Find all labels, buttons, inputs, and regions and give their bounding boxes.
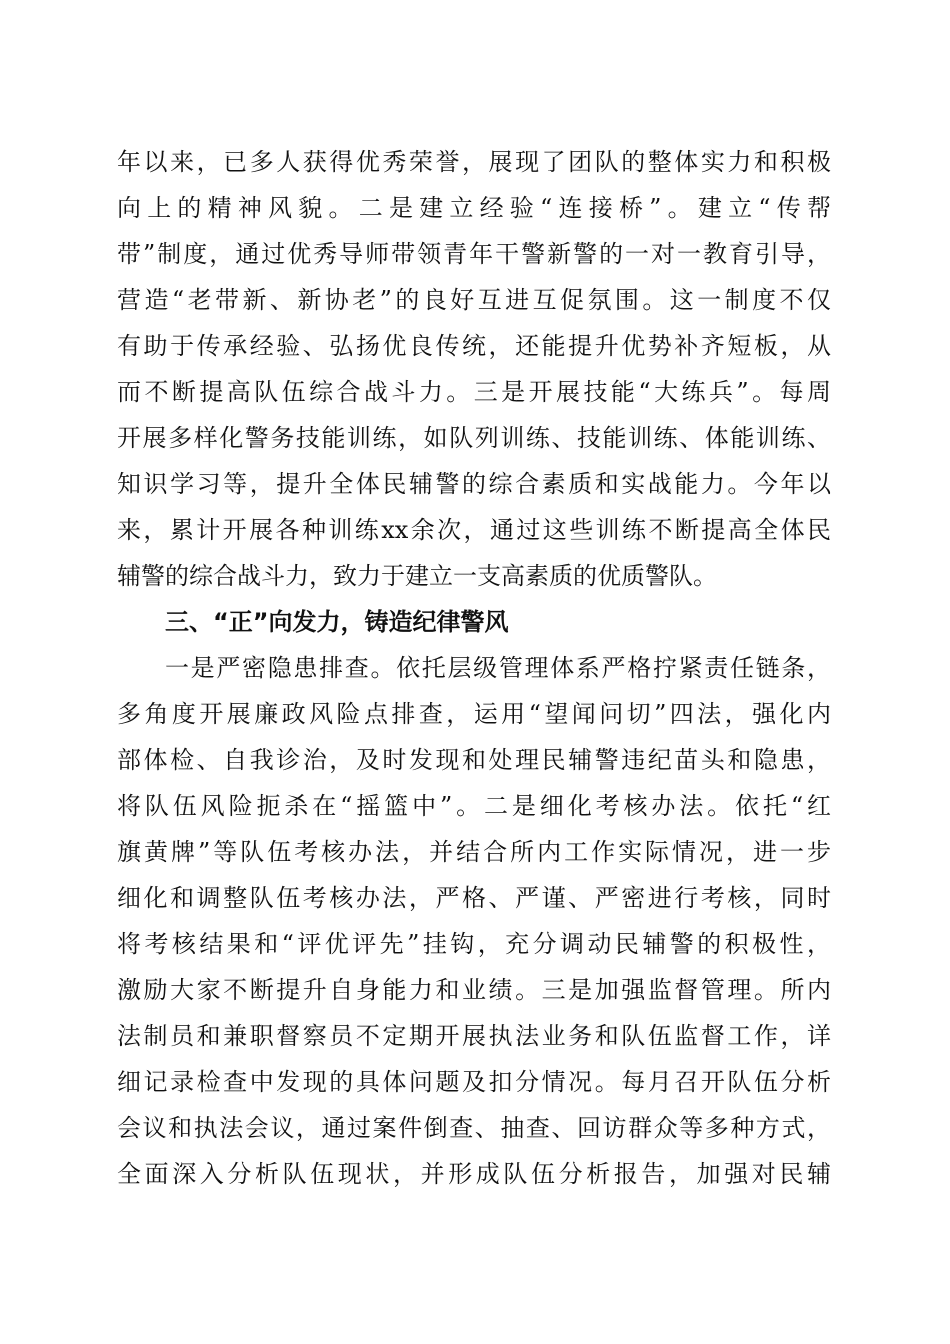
body-text-line: 有助于传承经验、弘扬优良传统，还能提升优势补齐短板，从 [117,332,831,360]
body-text-line: 法制员和兼职督察员不定期开展执法业务和队伍监督工作，详 [117,1022,831,1050]
body-text-line: 部体检、自我诊治，及时发现和处理民辅警违纪苗头和隐患， [117,746,831,774]
body-text-line: 激励大家不断提升自身能力和业绩。三是加强监督管理。所内 [117,976,831,1004]
body-text-line: 营造“老带新、新协老”的良好互进互促氛围。这一制度不仅 [117,286,831,314]
body-text-line: 多角度开展廉政风险点排查，运用“望闻问切”四法，强化内 [117,700,831,728]
body-text-line: 带”制度，通过优秀导师带领青年干警新警的一对一教育引导， [117,240,831,268]
body-text-line: 向上的精神风貌。二是建立经验“连接桥”。建立“传帮 [117,194,831,222]
body-text-line: 全面深入分析队伍现状，并形成队伍分析报告，加强对民辅 [117,1160,831,1188]
body-text-line: 来，累计开展各种训练xx余次，通过这些训练不断提高全体民 [117,516,831,544]
body-text-line: 一是严密隐患排查。依托层级管理体系严格拧紧责任链条， [165,654,831,682]
body-text-line: 将队伍风险扼杀在“摇篮中”。二是细化考核办法。依托“红 [117,792,831,820]
body-text-line: 细记录检查中发现的具体问题及扣分情况。每月召开队伍分析 [117,1068,831,1096]
body-text-line: 将考核结果和“评优评先”挂钩，充分调动民辅警的积极性， [117,930,831,958]
body-text-line: 会议和执法会议，通过案件倒查、抽查、回访群众等多种方式， [117,1114,831,1142]
body-text-line: 开展多样化警务技能训练，如队列训练、技能训练、体能训练、 [117,424,831,452]
body-text-line: 年以来，已多人获得优秀荣誉，展现了团队的整体实力和积极 [117,148,831,176]
body-text-line: 细化和调整队伍考核办法，严格、严谨、严密进行考核，同时 [117,884,831,912]
body-text-line: 旗黄牌”等队伍考核办法，并结合所内工作实际情况，进一步 [117,838,831,866]
section-heading: 三、“正”向发力，铸造纪律警风 [165,608,509,636]
body-text-line: 辅警的综合战斗力，致力于建立一支高素质的优质警队。 [117,562,717,590]
body-text-line: 知识学习等，提升全体民辅警的综合素质和实战能力。今年以 [117,470,831,498]
body-text-line: 而不断提高队伍综合战斗力。三是开展技能“大练兵”。每周 [117,378,831,406]
